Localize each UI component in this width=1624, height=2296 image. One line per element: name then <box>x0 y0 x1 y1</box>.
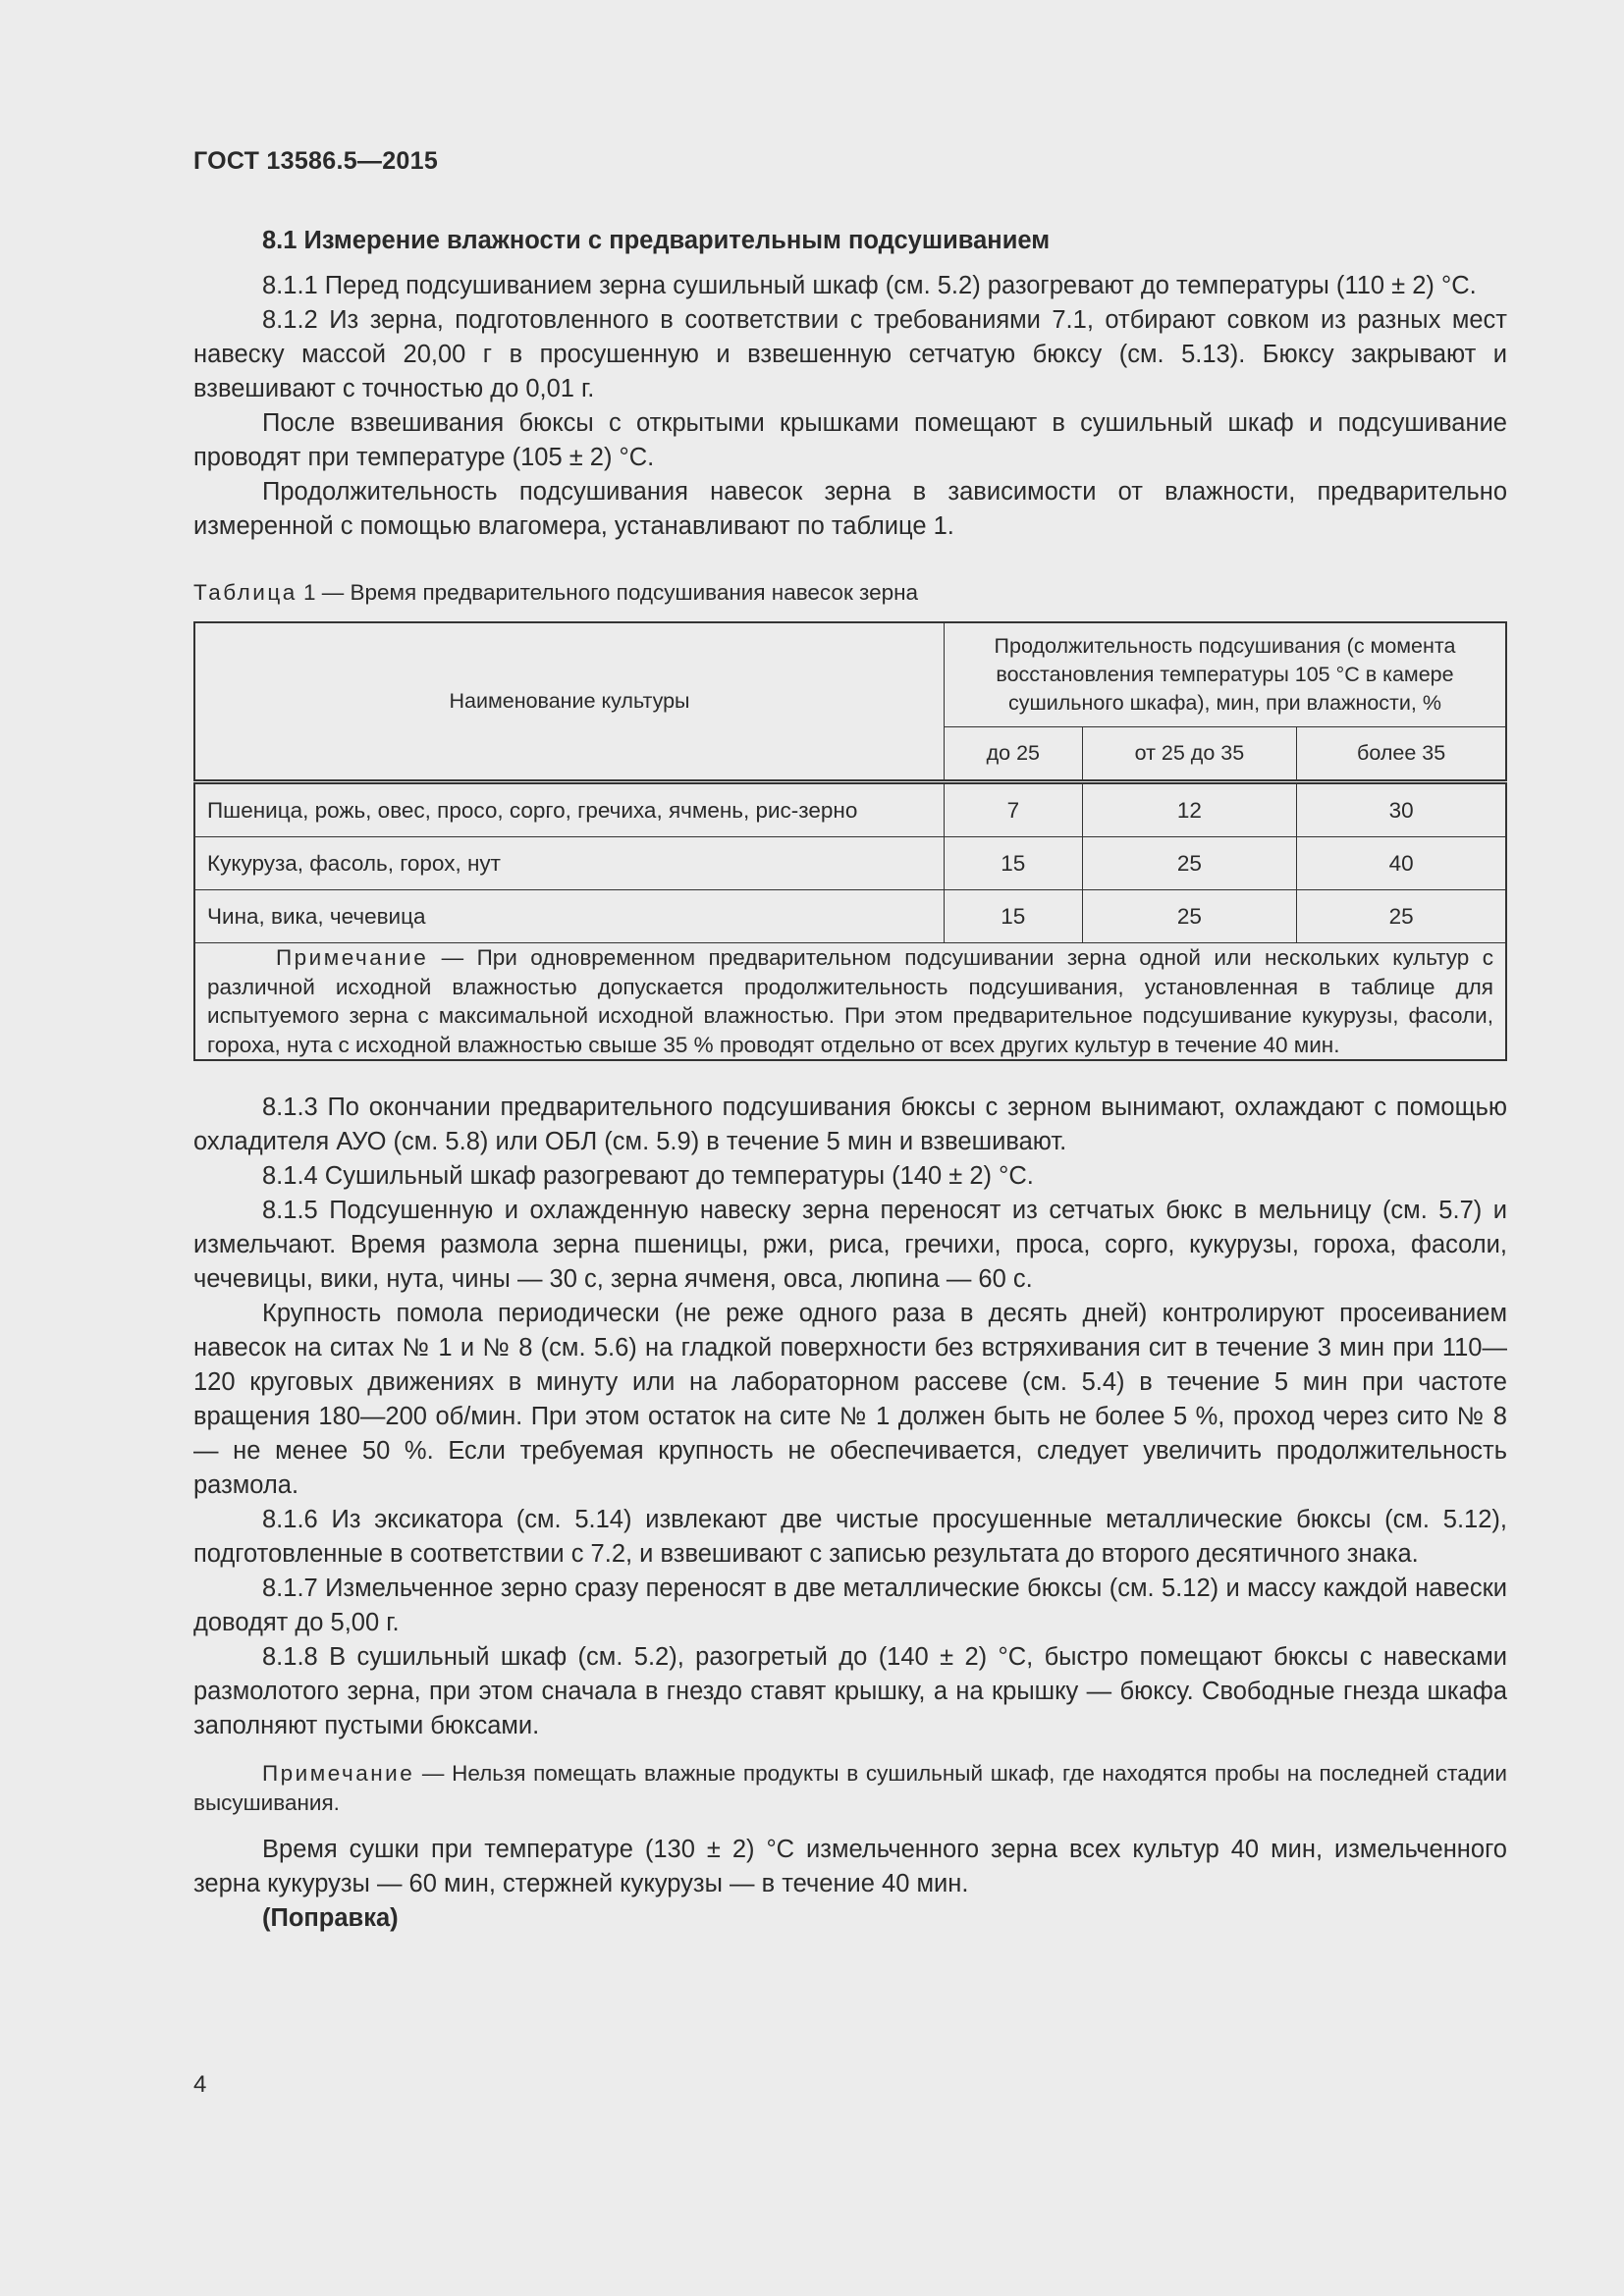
table-note-label: Примечание <box>276 945 429 970</box>
table-caption-label: Таблица <box>193 580 298 605</box>
paragraph-8-1-4: 8.1.4 Сушильный шкаф разогревают до температуры (140 ± 2) °С. <box>262 1162 1034 1190</box>
table-row <box>194 782 1506 837</box>
paragraph-8-1-1: 8.1.1 Перед подсушиванием зерна сушильный шкаф (см. 5.2) разогревают до температуры (110 ± 2) °С. <box>262 272 1477 299</box>
drying-time-table <box>193 621 1507 1061</box>
table-row <box>194 890 1506 943</box>
paragraph-8-1-6: 8.1.6 Из эксикатора (см. 5.14) извлекают две чистые просушенные металлические бюксы (см. 5.12), подготовленные в соответствии с 7.2, и взвешивают с записью результата до второго десятичного знака. <box>193 1506 1507 1568</box>
crop-cell: Чина, вика, чечевица <box>194 890 945 943</box>
table-note-row <box>194 943 1506 1061</box>
paragraphs-after-table <box>193 1091 1507 1743</box>
table-caption-text: 1 — Время предварительного подсушивания навесок зерна <box>303 580 919 605</box>
crop-cell: Пшеница, рожь, овес, просо, сорго, гречиха, ячмень, рис-зерно <box>194 782 945 837</box>
note-text: — Нельзя помещать влажные продукты в сушильный шкаф, где находятся пробы на последней стадии высушивания. <box>193 1761 1507 1815</box>
value-cell: 7 <box>945 782 1083 837</box>
paragraph-weighing: После взвешивания бюксы с открытыми крышками помещают в сушильный шкаф и подсушивание проводят при температуре (105 ± 2) °С. <box>193 409 1507 471</box>
value-cell: 12 <box>1082 782 1297 837</box>
paragraph-8-1-2: 8.1.2 Из зерна, подготовленного в соответствии с требованиями 7.1, отбирают совком из разных мест навеску массой 20,00 г в просушенную и взвешенную сетчатую бюксу (см. 5.13). Бюксу закрывают и взвешивают с точностью до 0,01 г. <box>193 306 1507 402</box>
note <box>193 1759 1507 1817</box>
table-header-row <box>194 622 1506 726</box>
subheader-up-to-25: до 25 <box>945 726 1083 781</box>
paragraph-drying-time: Время сушки при температуре (130 ± 2) °С измельченного зерна всех культур 40 мин, измельченного зерна кукурузы — 60 мин, стержней кукурузы — в течение 40 мин. <box>193 1836 1507 1897</box>
paragraph-8-1-5: 8.1.5 Подсушенную и охлажденную навеску зерна переносят из сетчатых бюкс в мельницу (см. 5.7) и измельчают. Время размола зерна пшеницы, ржи, риса, гречихи, проса, сорго, кукурузы, гороха, фасоли, чечевицы, вики, нута, чины — 30 с, зерна ячменя, овса, люпина — 60 с. <box>193 1197 1507 1293</box>
page-number: 4 <box>193 2071 207 2098</box>
table-caption <box>193 578 1507 608</box>
table-row <box>194 837 1506 890</box>
value-cell: 30 <box>1297 782 1506 837</box>
section-title: 8.1 Измерение влажности с предварительным подсушиванием <box>262 227 1051 254</box>
paragraph-grinding: Крупность помола периодически (не реже одного раза в десять дней) контролируют просеиванием навесок на ситах № 1 и № 8 (см. 5.6) на гладкой поверхности без встряхивания сит в течение 3 мин при 110—120 круговых движениях в минуту или на лабораторном рассеве (см. 5.4) в течение 5 мин при частоте вращения 180—200 об/мин. При этом остаток на сите № 1 должен быть не более 5 %, проход через сито № 8 — не менее 50 %. Если требуемая крупность не обеспечивается, следует увеличить продолжительность размола. <box>193 1300 1507 1499</box>
value-cell: 25 <box>1082 837 1297 890</box>
value-cell: 25 <box>1082 890 1297 943</box>
column-header-duration: Продолжительность подсушивания (с момента восстановления температуры 105 °С в камере сушильного шкафа), мин, при влажности, % <box>945 622 1507 726</box>
value-cell: 25 <box>1297 890 1506 943</box>
paragraph-8-1-8: 8.1.8 В сушильный шкаф (см. 5.2), разогретый до (140 ± 2) °С, быстро помещают бюксы с навесками размолотого зерна, при этом сначала в гнездо ставят крышку, а на крышку — бюксу. Свободные гнезда шкафа заполняют пустыми бюксами. <box>193 1643 1507 1739</box>
value-cell: 40 <box>1297 837 1506 890</box>
value-cell: 15 <box>945 890 1083 943</box>
paragraph-duration: Продолжительность подсушивания навесок зерна в зависимости от влажности, предварительно измеренной с помощью влагомера, устанавливают по таблице 1. <box>193 478 1507 540</box>
table-note <box>194 943 1506 1061</box>
subheader-25-to-35: от 25 до 35 <box>1082 726 1297 781</box>
subheader-over-35: более 35 <box>1297 726 1506 781</box>
value-cell: 15 <box>945 837 1083 890</box>
column-header-crop: Наименование культуры <box>194 622 945 782</box>
crop-cell: Кукуруза, фасоль, горох, нут <box>194 837 945 890</box>
paragraph-8-1-7: 8.1.7 Измельченное зерно сразу переносят в две металлические бюксы (см. 5.12) и массу каждой навески доводят до 5,00 г. <box>193 1575 1507 1636</box>
table-note-text: — При одновременном предварительном подсушивании зерна одной или нескольких культур с различной исходной влажностью допускается продолжительность подсушивания, установленная в таблице для испытуемого зерна с максимальной исходной влажностью. При этом предварительное подсушивание кукурузы, фасоли, гороха, нута с исходной влажностью свыше 35 % проводят отдельно от всех других культур в течение 40 мин. <box>207 945 1493 1057</box>
standard-header: ГОСТ 13586.5—2015 <box>193 147 439 175</box>
note-label: Примечание <box>262 1761 415 1786</box>
document-body <box>193 224 1507 1936</box>
amendment: (Поправка) <box>262 1904 399 1932</box>
paragraph-8-1-3: 8.1.3 По окончании предварительного подсушивания бюксы с зерном вынимают, охлаждают с помощью охладителя АУО (см. 5.8) или ОБЛ (см. 5.9) в течение 5 мин и взвешивают. <box>193 1094 1507 1155</box>
